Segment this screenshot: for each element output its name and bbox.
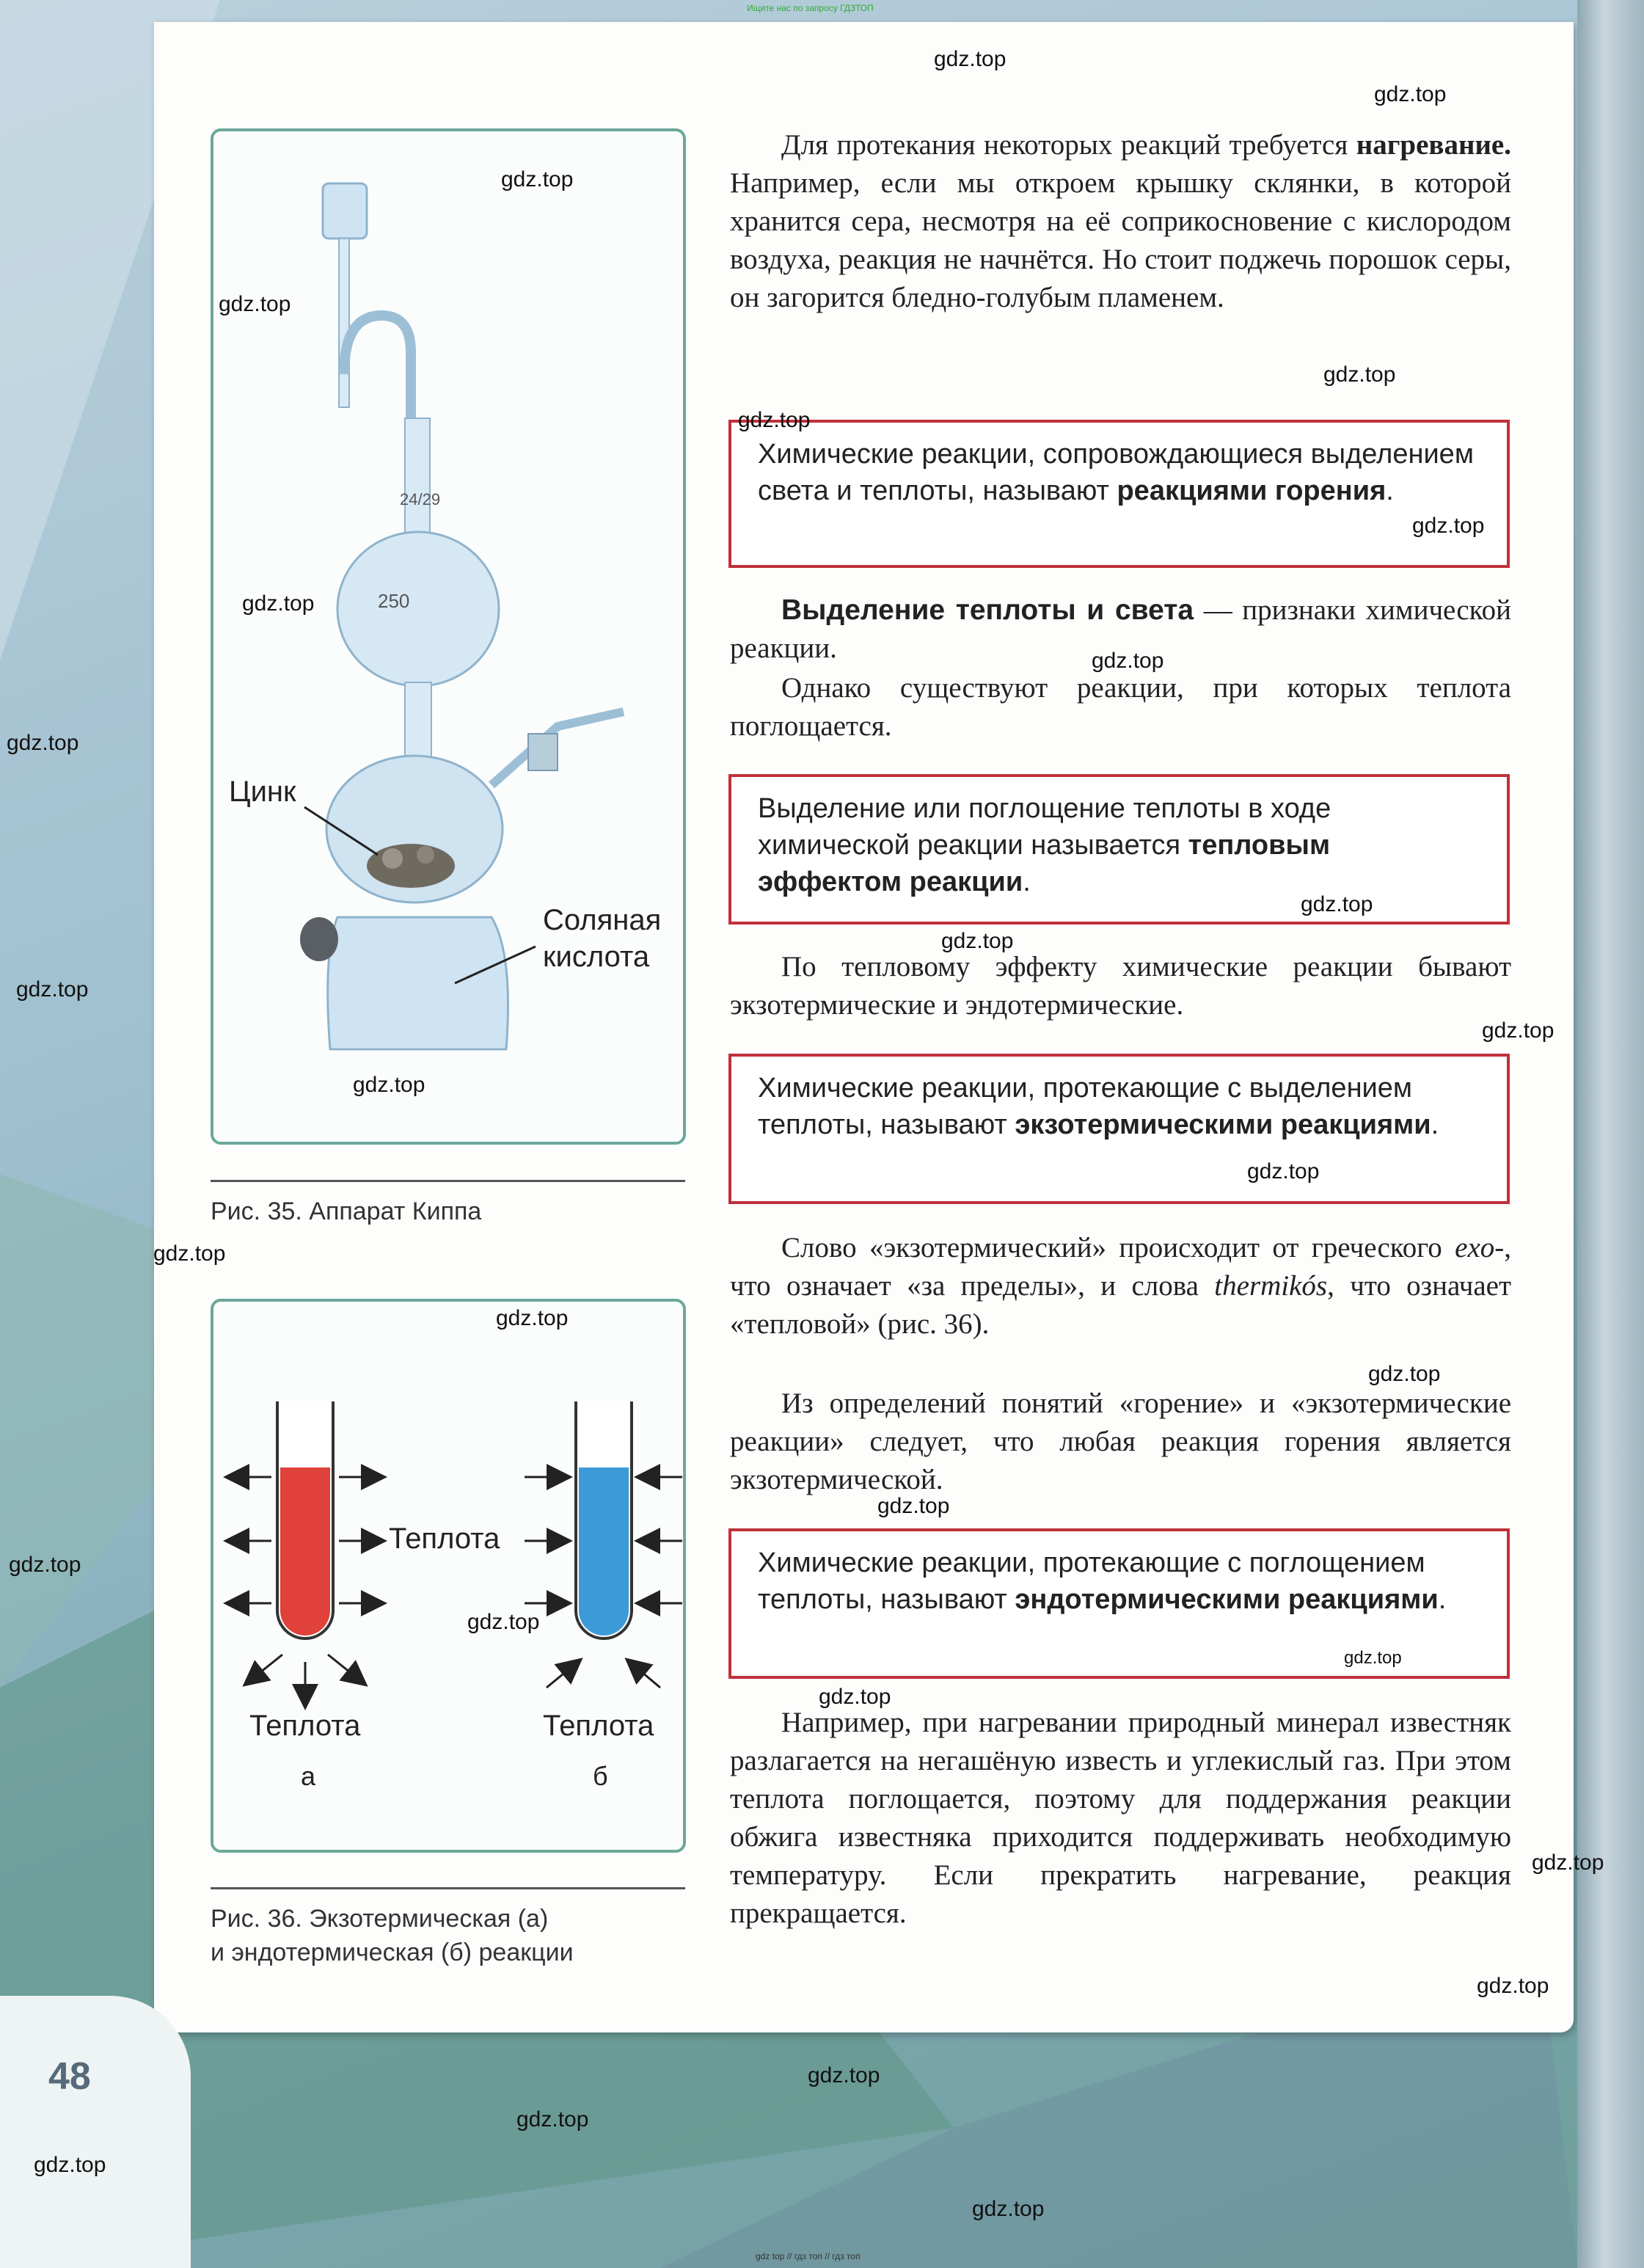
paragraph-absorption: Однако существуют реакции, при которых теплота поглощается.: [730, 672, 1511, 742]
watermark: gdz.top: [467, 1610, 540, 1634]
label-zinc: Цинк: [229, 776, 296, 808]
figure-36-caption-line1: Рис. 36. Экзотермическая (а): [211, 1905, 549, 1933]
watermark: gdz.top: [1092, 649, 1164, 673]
watermark: gdz.top: [501, 167, 574, 192]
watermark: gdz.top: [219, 292, 291, 316]
definition-heat-effect: Выделение или поглощение теплоты в ходе химической реакции называется тепловым эффектом реакции.: [728, 774, 1510, 925]
paragraph-limestone: Например, при нагревании природный минерал известняк разлагается на негашёную известь и углекислый газ. При этом теплота поглощается, поэтому для поддержания реакции обжига известняка приходится поддерживать необходимую температуру. Если прекратить нагревание, реакция прекращается.: [730, 1707, 1511, 1929]
watermark: gdz.top: [1477, 1974, 1549, 1998]
watermark: gdz.top: [7, 731, 79, 755]
definition-combustion: Химические реакции, сопровождающиеся выделением света и теплоты, называют реакциями горения.: [728, 420, 1510, 568]
definition-endothermic: Химические реакции, протекающие с поглощением теплоты, называют эндотермическими реакциями.: [728, 1528, 1510, 1679]
page-number: 48: [48, 2055, 91, 2098]
definition-exothermic: Химические реакции, протекающие с выделением теплоты, называют экзотермическими реакциями.: [728, 1054, 1510, 1204]
watermark: gdz.top: [1374, 82, 1447, 106]
paragraph-types: По тепловому эффекту химические реакции бывают экзотермические и эндотермические.: [730, 951, 1511, 1021]
top-note: Ищите нас по запросу ГДЗТОП: [747, 3, 874, 13]
watermark: gdz.top: [1412, 514, 1485, 538]
watermark: gdz.top: [516, 2107, 589, 2132]
watermark: gdz.top: [1482, 1018, 1555, 1043]
watermark: gdz.top: [972, 2197, 1045, 2221]
heat-label-center: Теплота: [389, 1523, 500, 1555]
watermark: gdz.top: [1247, 1159, 1320, 1184]
svg-text:250: 250: [378, 590, 410, 612]
endo-liquid: [579, 1467, 629, 1636]
watermark: gdz.top: [1532, 1851, 1604, 1875]
paragraph-heating: Для протекания некоторых реакций требуется нагревание. Например, если мы откроем крышку склянки, в которой хранится сера, несмотря на её соприкосновение с кислородом воздуха, реакция не начнётся. Но стоит поджечь порошок серы, он загорится бледно-голубым пламенем.: [730, 129, 1511, 313]
watermark: gdz.top: [1301, 892, 1373, 916]
watermark: gdz.top: [34, 2153, 106, 2177]
svg-text:24/29: 24/29: [400, 490, 441, 508]
watermark: gdz.top: [1323, 362, 1396, 387]
caption-36-rule: [211, 1887, 685, 1889]
label-acid-line2: кислота: [543, 941, 650, 973]
watermark: gdz.top: [819, 1685, 891, 1709]
heat-label-left: Теплота: [249, 1710, 361, 1742]
paragraph-etymology: Слово «экзотермический» происходит от греческого exo-, что означает «за пределы», и слова thermikós, что означает «тепловой» (рис. 36).: [730, 1232, 1511, 1340]
watermark: gdz.top: [153, 1241, 226, 1266]
figure-35-caption: Рис. 35. Аппарат Киппа: [211, 1197, 482, 1225]
heat-label-right: Теплота: [543, 1710, 654, 1742]
exo-liquid: [280, 1467, 330, 1636]
label-acid-line1: Соляная: [543, 904, 662, 936]
caption-35-rule: [211, 1180, 685, 1182]
book-spine: [1577, 0, 1644, 2268]
label-a: а: [301, 1761, 316, 1791]
test-tubes-diagram: [213, 1302, 682, 1849]
watermark: gdz.top: [16, 977, 89, 1002]
watermark: gdz.top: [934, 47, 1007, 71]
watermark: gdz.top: [9, 1553, 81, 1577]
paragraph-signs: Выделение теплоты и света — признаки химической реакции.: [730, 594, 1511, 664]
kipp-apparatus-image: [213, 132, 682, 1137]
watermark: gdz.top: [808, 2063, 880, 2087]
watermark: gdz.top: [941, 929, 1014, 953]
watermark: gdz.top: [242, 591, 315, 616]
paragraph-conclusion: Из определений понятий «горение» и «экзотермические реакции» следует, что любая реакция горения является экзотермической.: [730, 1388, 1511, 1495]
figure-36-caption-line2: и эндотермическая (б) реакции: [211, 1939, 574, 1966]
page-corner: [0, 1996, 191, 2268]
watermark: gdz.top: [1368, 1362, 1441, 1386]
watermark: gdz.top: [738, 408, 811, 432]
watermark: gdz.top: [496, 1306, 569, 1330]
watermark: gdz.top: [1344, 1648, 1402, 1668]
bottom-note: gdz top // гдз топ // гдз топ: [756, 2251, 861, 2261]
label-b: б: [593, 1761, 608, 1791]
watermark: gdz.top: [353, 1073, 425, 1097]
watermark: gdz.top: [877, 1494, 950, 1518]
